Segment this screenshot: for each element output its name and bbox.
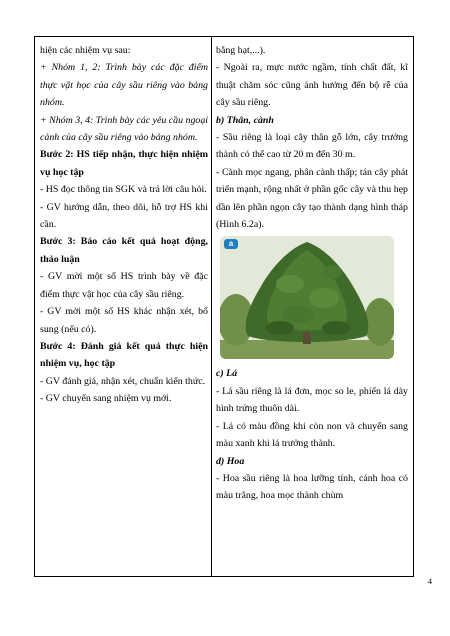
paragraph: - GV mời một số HS trình bày về đặc điểm thực vật học của cây sầu riêng. <box>40 271 208 300</box>
lesson-table <box>34 36 414 577</box>
paragraph: bằng hạt,...). <box>216 45 266 56</box>
content-column <box>216 42 408 505</box>
section-heading: Bước 3: Báo cáo kết quả hoạt động, thảo luận <box>40 236 208 265</box>
paragraph: - Sầu riêng là loại cây thân gỗ lớn, cây trưởng thành có thể cao từ 20 m đến 30 m. <box>216 132 408 161</box>
paragraph: hiện các nhiệm vụ sau: <box>40 45 131 56</box>
durian-tree-figure <box>220 236 394 359</box>
activity-steps-column <box>40 42 208 408</box>
paragraph: - Lá sầu riêng là lá đơn, mọc so le, phiến lá dày hình trứng thuôn dài. <box>216 385 408 415</box>
content-top <box>216 42 408 233</box>
paragraph: - GV mời một số HS khác nhận xét, bổ sung (nếu có). <box>40 306 208 335</box>
paragraph: + Nhóm 1, 2: Trình bày các đặc điểm thực vật học của cây sầu riêng vào bảng nhóm. <box>40 62 208 109</box>
paragraph: - GV chuyển sang nhiệm vụ mới. <box>40 393 172 405</box>
paragraph: - HS đọc thông tin SGK và trả lời câu hỏi. <box>40 184 207 196</box>
figure-label-badge: a <box>224 239 238 249</box>
section-heading: c) Lá <box>216 368 238 380</box>
section-heading: b) Thân, cành <box>216 114 274 126</box>
paragraph: - Lá có màu đồng khi còn non và chuyển sang màu xanh khi lá trưởng thành. <box>216 420 408 450</box>
paragraph: - Cành mọc ngang, phân cành thấp; tán cây phát triển mạnh, rộng nhất ở phần gốc cây và thu hẹp dần lên phần ngọn cây tạo thành dạng hình tháp (Hình 6.2a). <box>216 166 408 231</box>
paragraph: - GV đánh giá, nhận xét, chuẩn kiến thức. <box>40 375 206 387</box>
durian-tree-photo-icon <box>220 236 394 359</box>
paragraph: + Nhóm 3, 4: Trình bày các yêu cầu ngoại cảnh của cây sầu riêng vào bảng nhóm. <box>40 114 208 144</box>
column-divider <box>211 37 212 576</box>
section-heading: Bước 2: HS tiếp nhận, thực hiện nhiệm vụ học tập <box>40 149 208 178</box>
paragraph: - GV hướng dẫn, theo dõi, hỗ trợ HS khi cần. <box>40 201 208 231</box>
section-heading: d) Hoa <box>216 455 245 467</box>
section-heading: Bước 4: Đánh giá kết quả thực hiện nhiệm vụ, học tập <box>40 340 208 370</box>
content-bottom <box>216 365 408 504</box>
page-number: 4 <box>428 577 432 586</box>
paragraph: - Ngoài ra, mực nước ngầm, tính chất đất, kĩ thuật chăm sóc cũng ảnh hưởng đến bộ rễ của cây sầu riêng. <box>216 62 408 109</box>
paragraph: - Hoa sầu riêng là hoa lưỡng tính, cánh hoa có màu trắng, hoa mọc thành chùm <box>216 472 408 502</box>
